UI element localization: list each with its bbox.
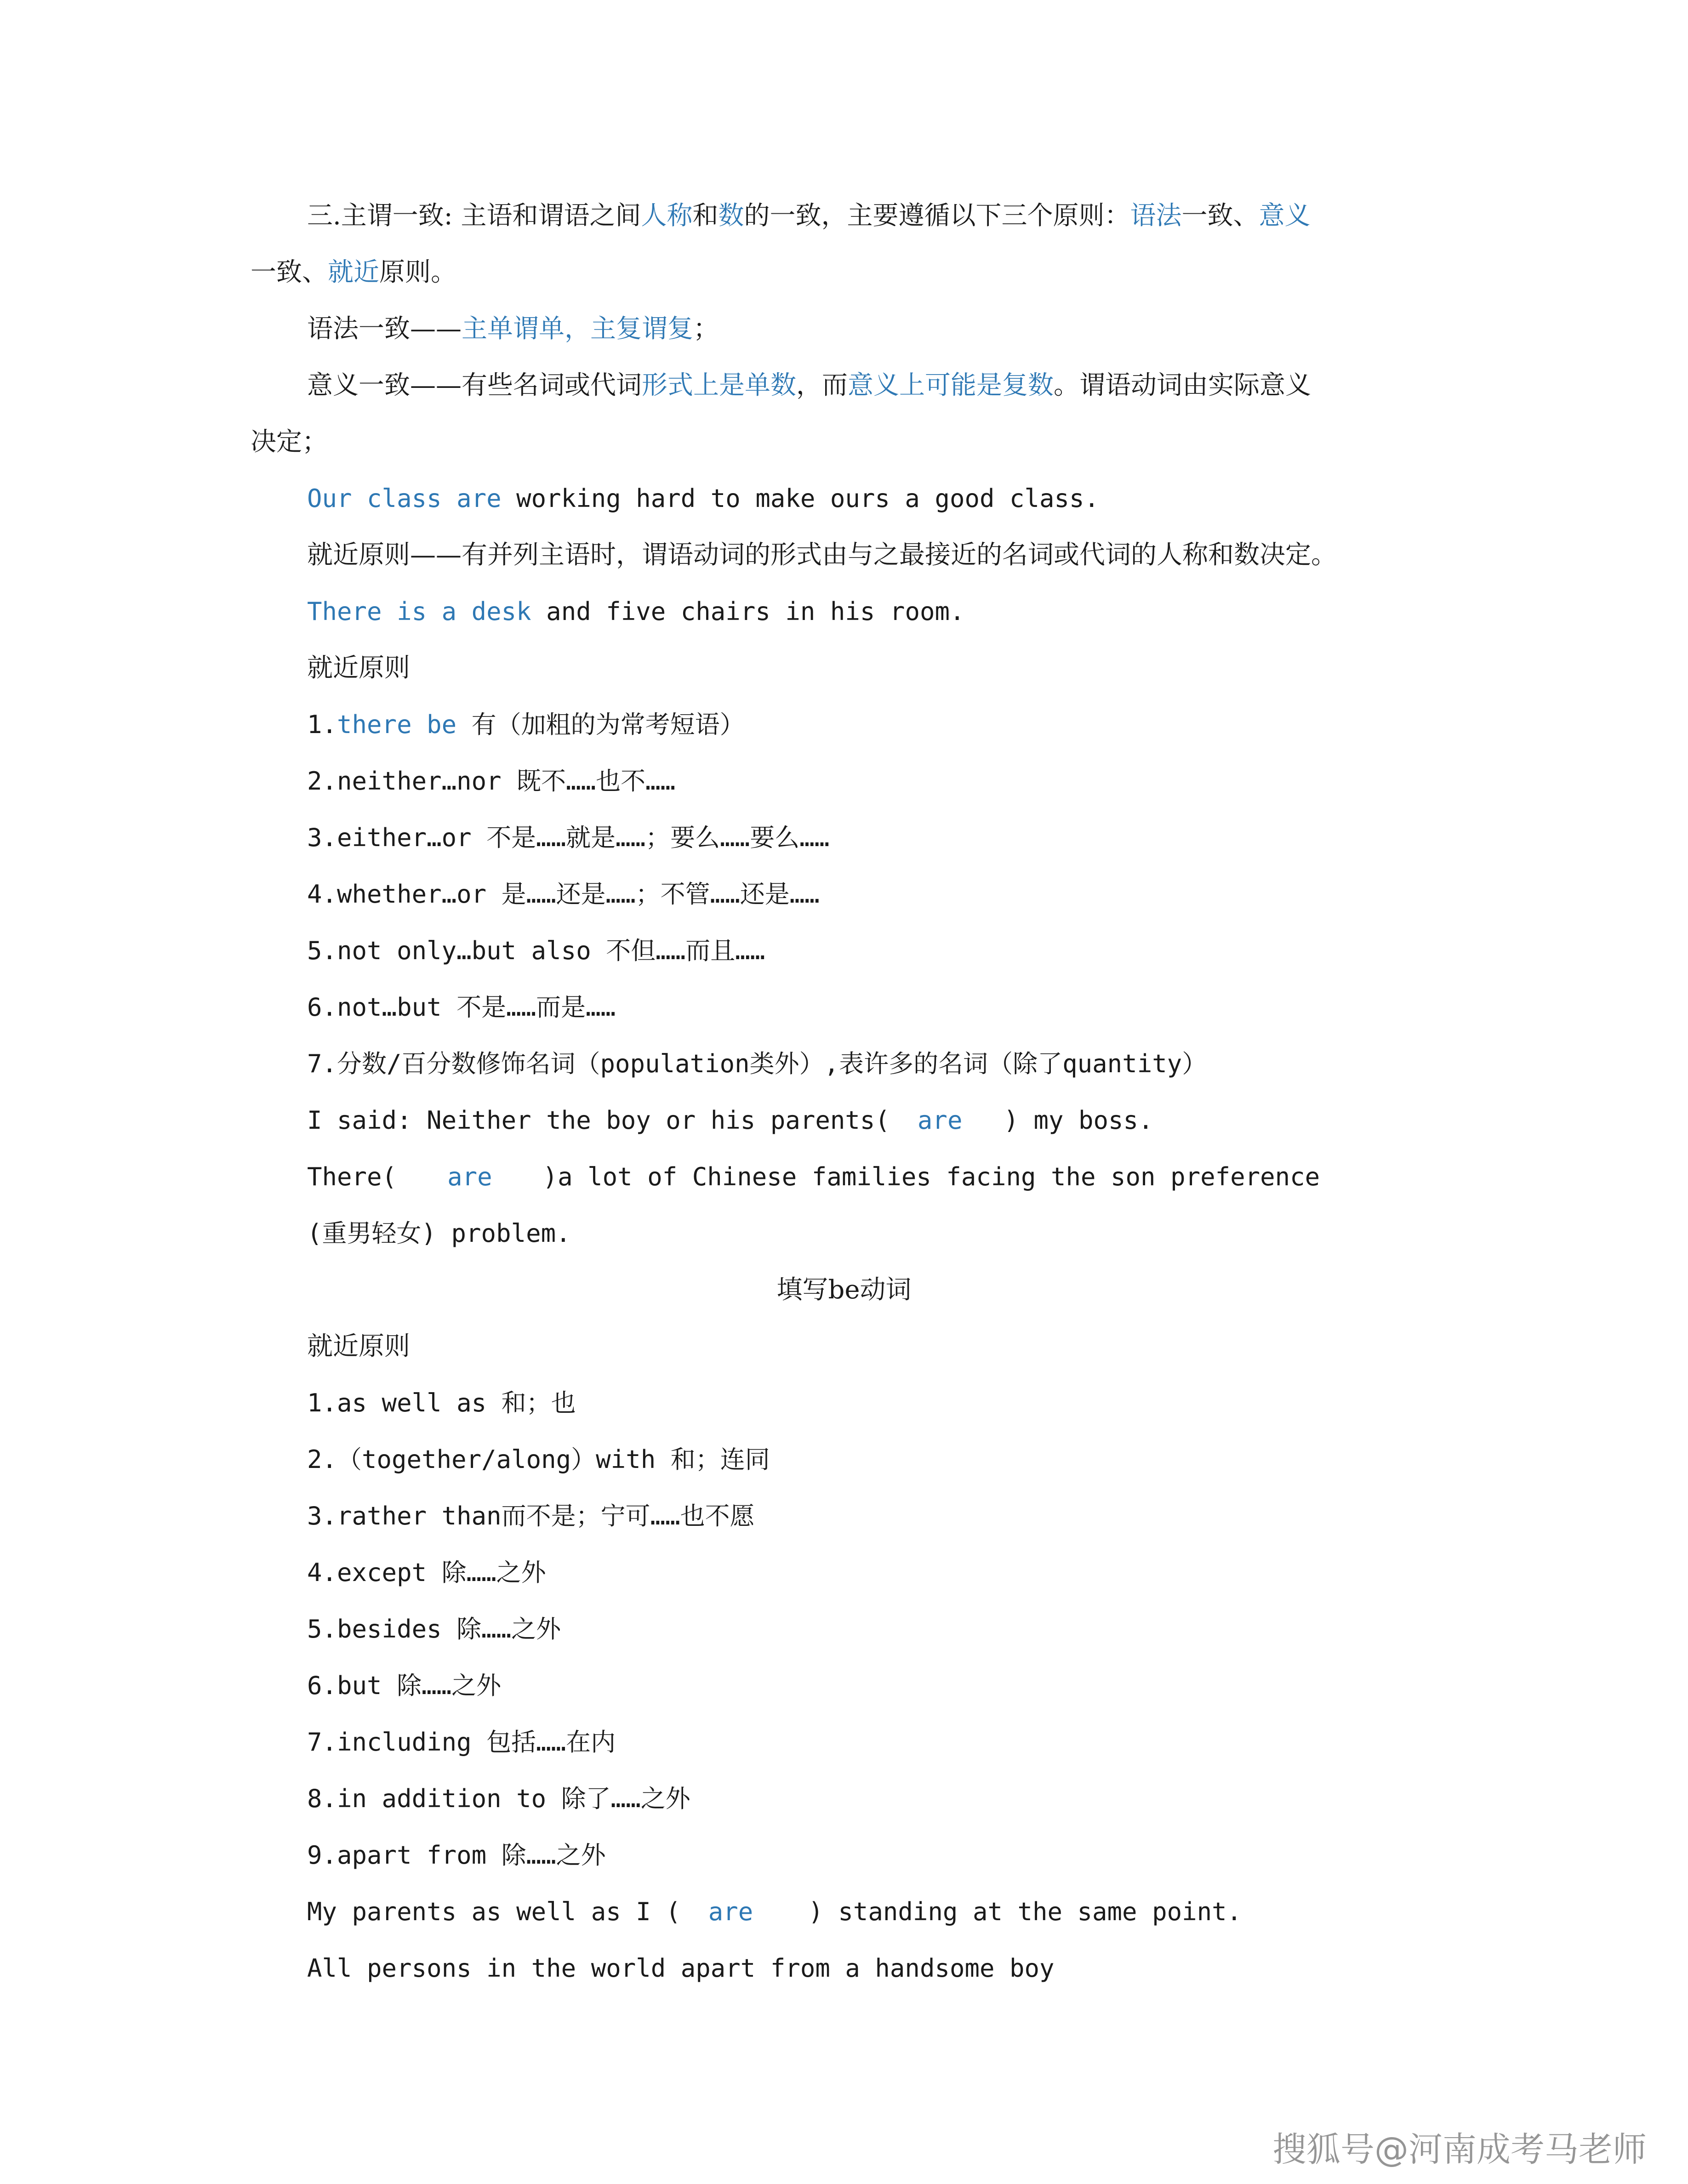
- meaning-rule-highlight-1: 形式上是单数: [642, 370, 796, 400]
- example-sentence-2: [307, 593, 1456, 630]
- watermark-text: 搜狐号@河南成考马老师: [1272, 2130, 1647, 2169]
- example-highlight: Our class are: [307, 484, 502, 513]
- list1-item: 2.neither…nor 既不……也不……: [307, 767, 676, 796]
- text-segment: There(: [307, 1162, 397, 1191]
- list2-item: 1.as well as 和；也: [307, 1388, 576, 1417]
- list1-item-1: [307, 706, 1456, 743]
- proximity-rule-line: 就近原则——有并列主语时，谓语动词的形式由与之最接近的名词或代词的人称和数决定。: [307, 540, 1337, 570]
- text-segment: and five chairs in his room.: [531, 597, 965, 626]
- highlight-jiujin: 就近: [328, 257, 379, 287]
- text-segment: 一致、: [251, 257, 328, 287]
- text-segment: working hard to make ours a good class.: [501, 484, 1100, 513]
- text-segment: ) standing at the same point.: [808, 1897, 1242, 1926]
- list-heading-2: 就近原则: [307, 1331, 410, 1361]
- exercise-4: All persons in the world apart from a handsome boy: [307, 1954, 1055, 1983]
- text-segment: 。谓语动词由实际意义: [1054, 370, 1311, 400]
- list2-item: 5.besides 除……之外: [307, 1615, 561, 1644]
- exercise-answer: are: [447, 1162, 492, 1191]
- exercise-2: [307, 1159, 1456, 1195]
- list-highlight-there-be: there be: [337, 710, 457, 739]
- meaning-rule-highlight-2: 意义上可能是复数: [848, 370, 1054, 400]
- section-title-text: 一致、: [1181, 201, 1259, 231]
- exercise-2-continuation: (重男轻女) problem.: [307, 1219, 571, 1248]
- list2-item: 2.（together/along）with 和；连同: [307, 1445, 770, 1474]
- list1-item: 3.either…or 不是……就是……；要么……要么……: [307, 823, 830, 852]
- list2-item: 4.except 除……之外: [307, 1558, 546, 1587]
- exercise-answer: are: [917, 1106, 963, 1135]
- grammar-rule-highlight: 主单谓单，主复谓复: [462, 314, 693, 344]
- list-heading-1: 就近原则: [307, 653, 410, 683]
- section-title-text: 三.主谓一致: 主语和谓语之间: [307, 201, 641, 231]
- exercise-answer: are: [708, 1897, 753, 1926]
- grammar-rule-line: [307, 311, 1456, 347]
- meaning-rule-continuation: 决定；: [251, 427, 328, 457]
- text-segment: )a lot of Chinese families facing the son preference: [542, 1162, 1320, 1191]
- caption: 填写be动词: [776, 1275, 912, 1305]
- section-title-continuation: [251, 254, 1400, 291]
- section-title-text: 的一致，主要遵循以下三个原则：: [744, 201, 1130, 231]
- list2-item: 3.rather than而不是；宁可……也不愿: [307, 1502, 755, 1530]
- text-segment: ；: [693, 314, 719, 344]
- list-number: 1.: [307, 710, 337, 739]
- highlight-yufa: 语法: [1130, 201, 1182, 231]
- text-segment: 意义一致——有些名词或代词: [307, 370, 642, 400]
- list2-item: 8.in addition to 除了……之外: [307, 1784, 690, 1813]
- list2-item: 7.including 包括……在内: [307, 1728, 616, 1757]
- list1-item: 5.not only…but also 不但……而且……: [307, 936, 765, 965]
- grammar-rule-label: 语法一致——: [307, 314, 462, 344]
- text-segment: 原则。: [379, 257, 456, 287]
- highlight-renchen: 人称: [641, 201, 693, 231]
- text-segment: I said: Neither the boy or his parents(: [307, 1106, 890, 1135]
- list2-item: 6.but 除……之外: [307, 1671, 502, 1700]
- list1-item: 7.分数/百分数修饰名词（population类外）,表许多的名词（除了quantity）: [307, 1049, 1207, 1078]
- meaning-rule-line: [307, 367, 1456, 404]
- text-segment: 有（加粗的为常考短语）: [456, 710, 745, 739]
- list1-item: 6.not…but 不是……而是……: [307, 993, 616, 1022]
- section-title-text: 和: [692, 201, 719, 231]
- highlight-shu: 数: [718, 201, 744, 231]
- text-segment: My parents as well as I (: [307, 1897, 681, 1926]
- section-title-line: [307, 198, 1456, 234]
- exercise-1: [307, 1102, 1456, 1139]
- list2-item: 9.apart from 除……之外: [307, 1841, 606, 1870]
- text-segment: ，而: [796, 370, 848, 400]
- example-sentence-1: [307, 480, 1456, 517]
- text-segment: ) my boss.: [1004, 1106, 1153, 1135]
- highlight-yiyi: 意义: [1259, 201, 1311, 231]
- example-highlight: There is a desk: [307, 597, 531, 626]
- exercise-3: [307, 1894, 1456, 1930]
- list1-item: 4.whether…or 是……还是……；不管……还是……: [307, 880, 820, 909]
